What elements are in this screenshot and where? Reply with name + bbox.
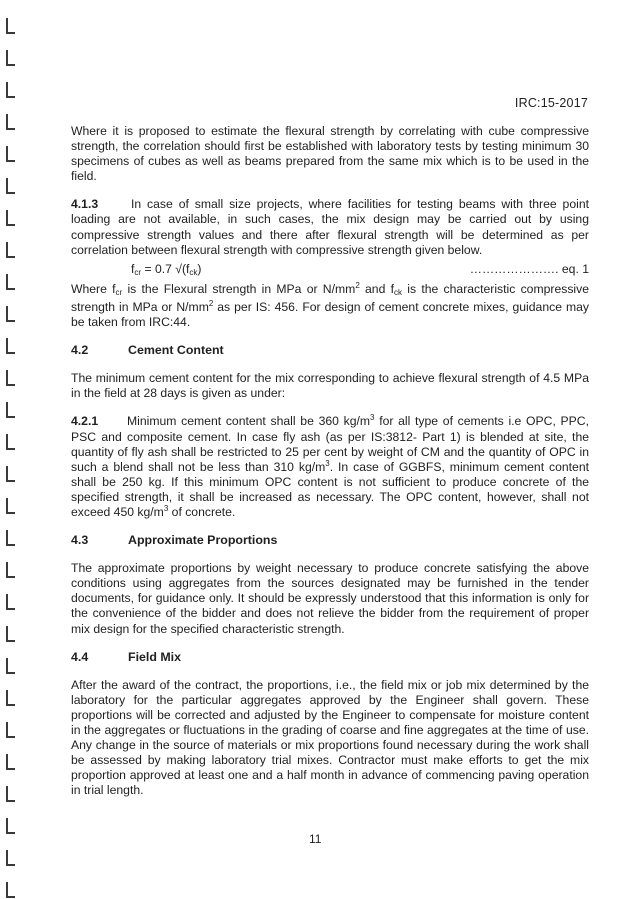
binding-hole xyxy=(6,82,15,98)
binding-hole xyxy=(6,562,15,578)
section-4-2-text: The minimum cement content for the mix corresponding to achieve flexural strength of 4.5 MPa in the field at 28 days is given as under: xyxy=(71,371,589,401)
section-number: 4.2.1 xyxy=(71,414,99,429)
section-heading-4-2 xyxy=(71,343,589,358)
section-number: 4.4 xyxy=(71,649,89,664)
binding-hole xyxy=(6,594,15,610)
equation-label: …………………. eq. 1 xyxy=(469,261,589,276)
binding-hole xyxy=(6,114,15,130)
section-title: Field Mix xyxy=(128,649,182,664)
binding-hole xyxy=(6,146,15,162)
binding-hole xyxy=(6,850,15,866)
binding-hole xyxy=(6,370,15,386)
binding-hole xyxy=(6,690,15,706)
binding-hole xyxy=(6,178,15,194)
binding-hole xyxy=(6,402,15,418)
intro-paragraph: Where it is proposed to estimate the flexural strength by correlating with cube compressive strength, the correlation should first be established with laboratory tests by testing minimum 30 specimens of cubes as well as beams prepared from the same mix which is to be used in the field. xyxy=(71,124,589,184)
page-body xyxy=(71,124,589,798)
equation: $f_{cr} = 0.7$ $√(f_{ck})$ xyxy=(131,261,202,277)
section-text: In case of small size projects, where facilities for testing beams with three point loading are not available, in such cases, the mix design may be carried out by using compressive strength values and there after flexural strength will be determined as per correlation between flexural strength with compressive strength given below. xyxy=(71,197,589,257)
equation-row xyxy=(71,262,589,280)
spiral-binding xyxy=(0,0,24,899)
section-4-3-text: The approximate proportions by weight necessary to produce concrete satisfying the above conditions using aggregates from the sources designated may be furnished in the tender documents, for guidance only. It should be expressly understood that this information is only for the convenience of the bidder and does not relieve the bidder from the requirement of proper mix design for the specified characteristic strength. xyxy=(71,561,589,636)
page-number: 11 xyxy=(309,832,322,846)
equation-explanation: Where $f_{cr}$ is the Flexural strength in MPa or $N/mm^2$ and $f_{ck}$ is the characteristic compressive strength in MPa or $N/mm^2$ as per IS: 456. For design of cement concrete mixes, guidance may be taken from IRC:44. xyxy=(71,280,589,330)
binding-hole xyxy=(6,626,15,642)
binding-hole xyxy=(6,338,15,354)
section-number: 4.1.3 xyxy=(71,197,99,212)
section-title: Approximate Proportions xyxy=(128,533,278,548)
binding-hole xyxy=(6,754,15,770)
binding-hole xyxy=(6,882,15,898)
binding-hole xyxy=(6,434,15,450)
section-heading-4-3 xyxy=(71,533,589,548)
binding-hole xyxy=(6,466,15,482)
binding-hole xyxy=(6,530,15,546)
binding-hole xyxy=(6,210,15,226)
section-title: Cement Content xyxy=(128,343,224,358)
section-number: 4.2 xyxy=(71,343,89,358)
section-number: 4.3 xyxy=(71,533,89,548)
section-heading-4-4 xyxy=(71,650,589,665)
section-4-2-1: 4.2.1 Minimum cement content shall be 360 $kg/m^3$ for all type of cements i.e OPC, PPC, PSC and composite cement. In case fly ash (as per IS:3812- Part 1) is blended at site, the quantity of fly ash shall be restricted to 25 per cent by weight of CM and the quantity of OPC in such a blend shall not be less than 310 $kg/m^3$. In case of GGBFS, minimum cement content shall be 250 kg. If this minimum OPC content is not sufficient to produce concrete of the specified strength, it shall be increased as necessary. The OPC content, however, shall not exceed 450 $kg/m^3$ of concrete. xyxy=(71,413,589,519)
binding-hole xyxy=(6,818,15,834)
binding-hole xyxy=(6,50,15,66)
binding-hole xyxy=(6,498,15,514)
section-4-4-text: After the award of the contract, the proportions, i.e., the field mix or job mix determined by the laboratory for the particular aggregates approved by the Engineer shall govern. These proportions will be corrected and adjusted by the Engineer to compensate for moisture content in the aggregates or fluctuations in the grading of coarse and fine aggregates at the time of use. Any change in the source of materials or mix proportions found necessary during the work shall be assessed by making laboratory trial mixes. Contractor must make efforts to get the mix proportion approved at least one and a half month in advance of commencing paving operation in trial length. xyxy=(71,677,589,798)
binding-hole xyxy=(6,242,15,258)
binding-hole xyxy=(6,658,15,674)
binding-hole xyxy=(6,306,15,322)
document-reference: IRC:15-2017 xyxy=(514,96,588,110)
binding-hole xyxy=(6,722,15,738)
section-4-1-3 xyxy=(71,197,589,257)
binding-hole xyxy=(6,274,15,290)
binding-hole xyxy=(6,786,15,802)
binding-hole xyxy=(6,18,15,34)
